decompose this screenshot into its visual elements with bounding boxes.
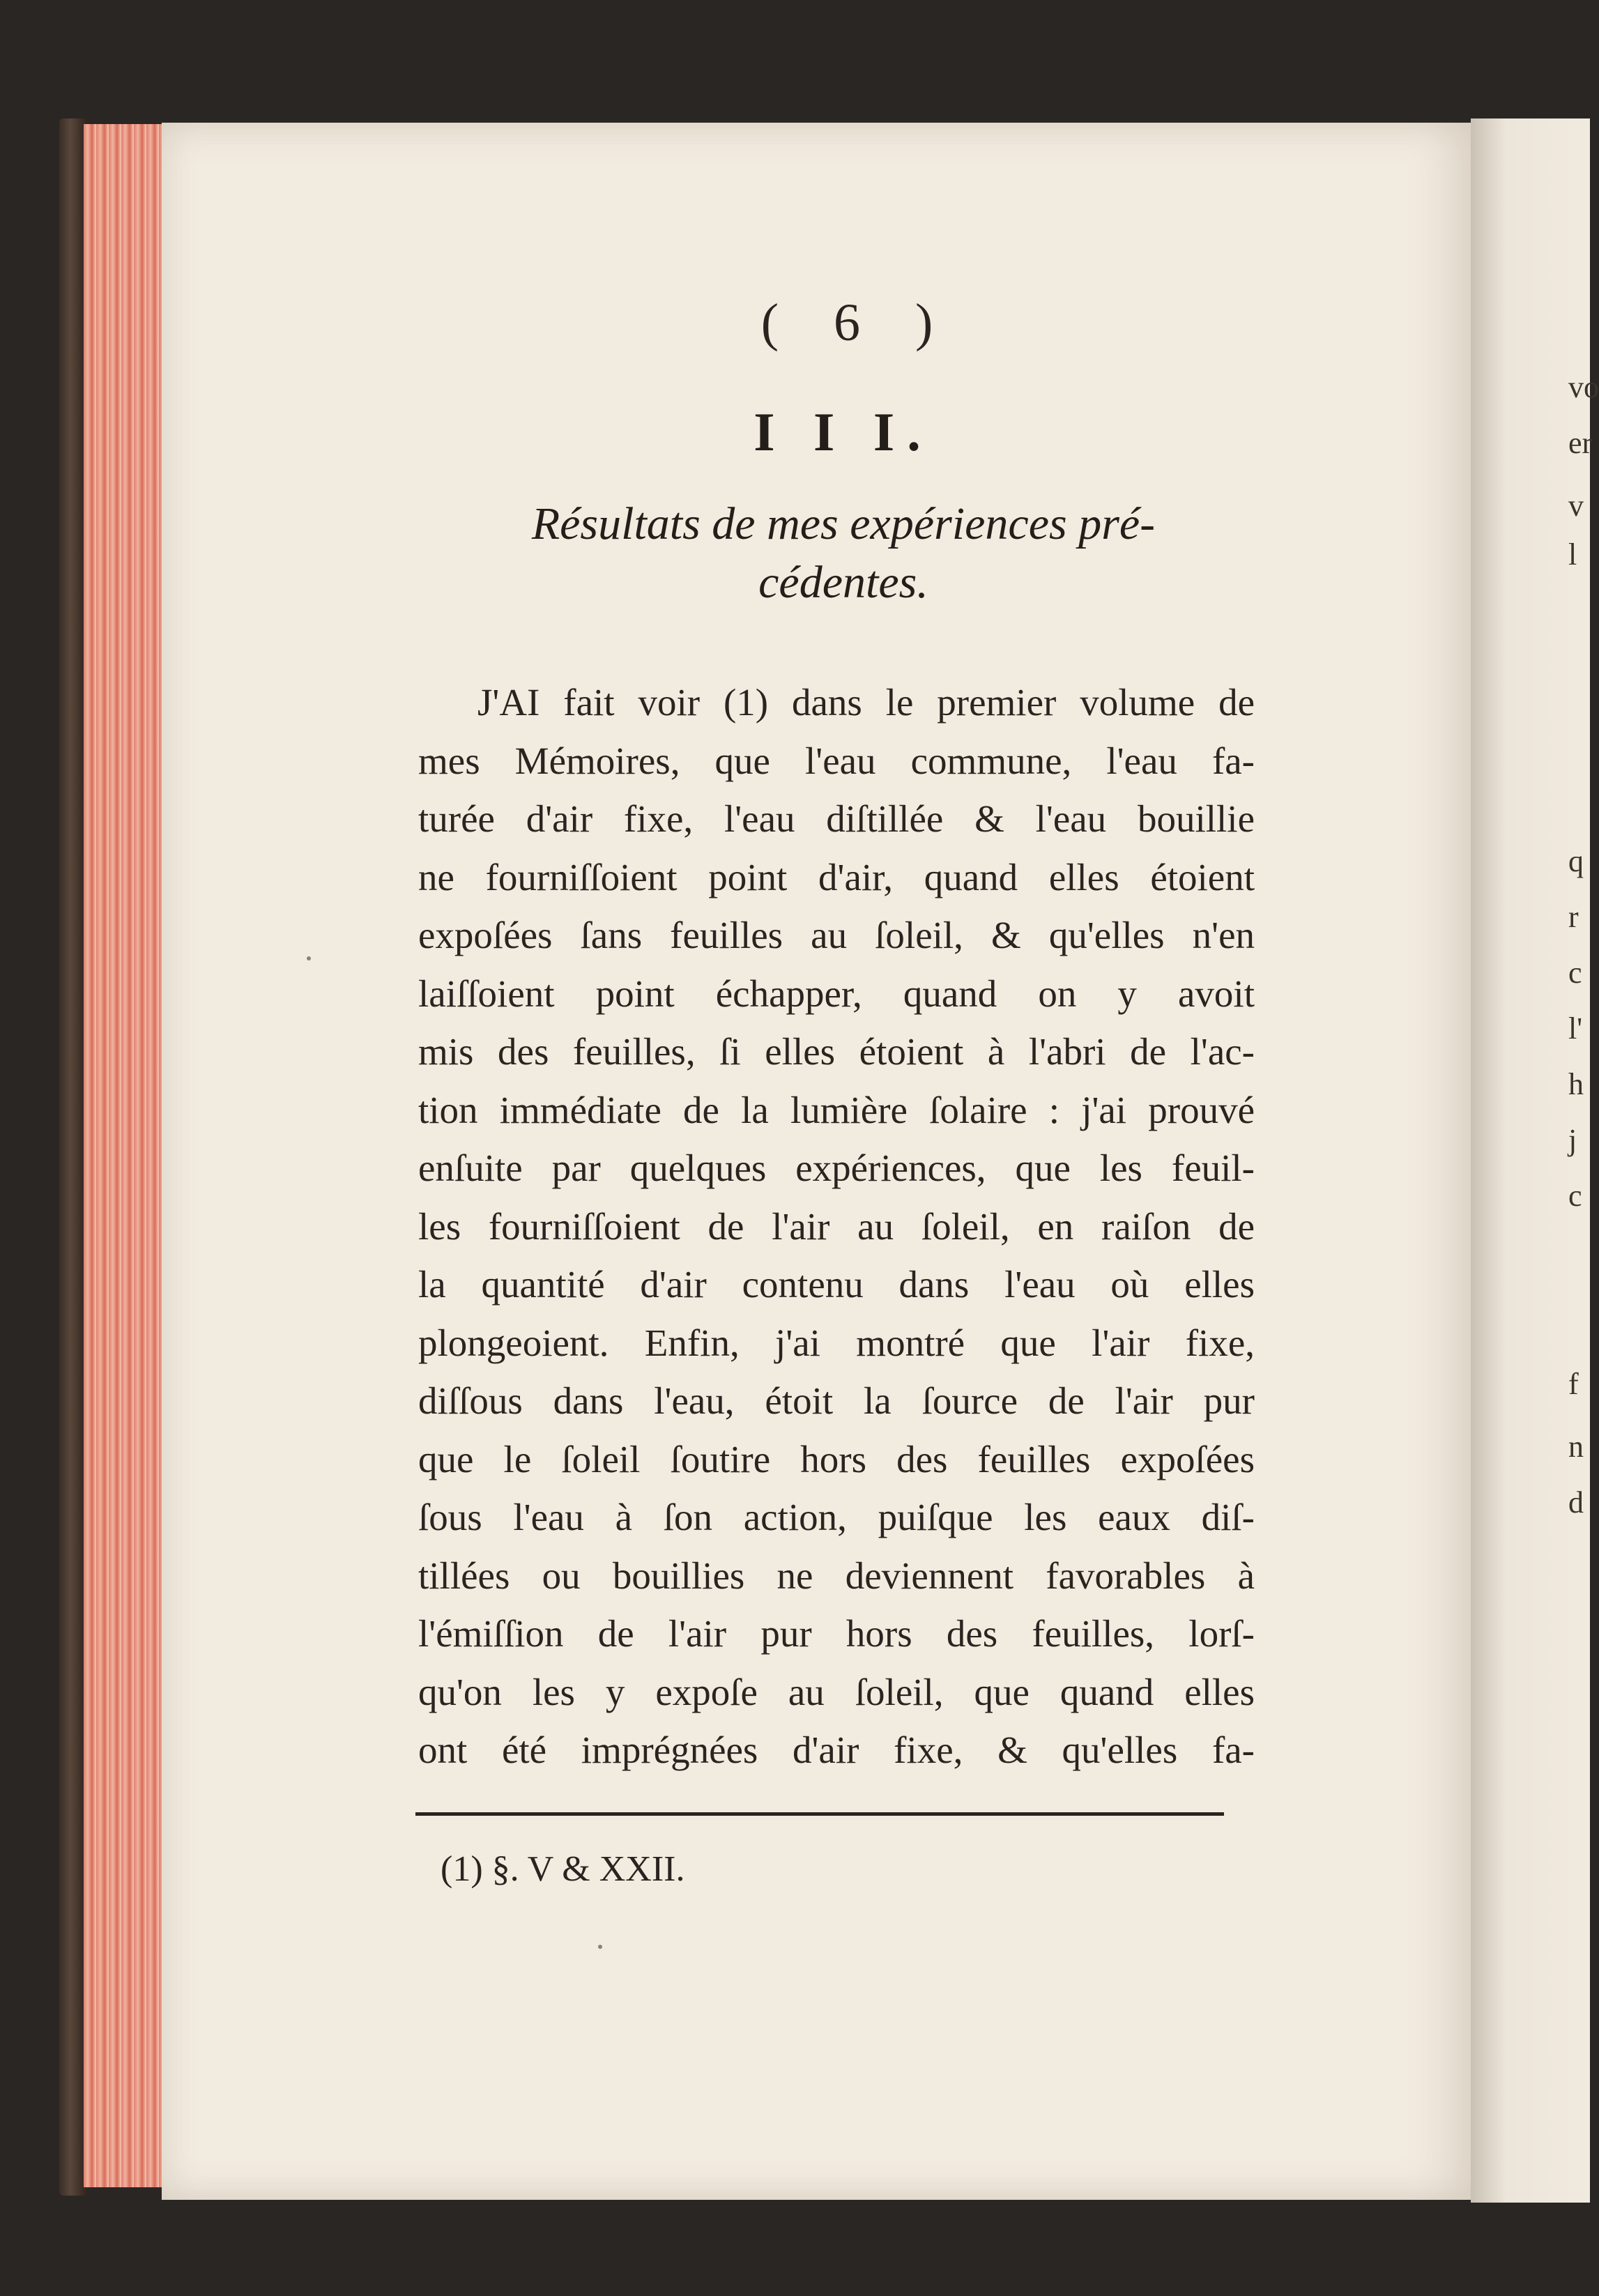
text-line: la quantité d'air contenu dans l'eau où elles: [418, 1263, 1255, 1306]
heading-line: Résultats de mes expériences pré-: [531, 498, 1156, 549]
text-line: laiſſoient point échapper, quand on y avoit: [418, 972, 1255, 1015]
facing-page-letter: h: [1568, 1067, 1584, 1101]
text-line: qu'on les y expoſe au ſoleil, que quand elles: [418, 1670, 1255, 1713]
text-line: les fourniſſoient de l'air au ſoleil, en raiſon de: [418, 1204, 1255, 1248]
text-line: l'émiſſion de l'air pur hors des feuilles, lorſ-: [418, 1612, 1255, 1655]
page-number: ( 6 ): [760, 293, 954, 352]
text-line: turée d'air fixe, l'eau diſtillée & l'eau bouillie: [418, 797, 1255, 840]
text-line: que le ſoleil ſoutire hors des feuilles expoſées: [418, 1437, 1255, 1480]
facing-page-letter: q: [1568, 844, 1584, 878]
facing-page-letter: l: [1568, 537, 1577, 572]
facing-page-letter: d: [1568, 1485, 1584, 1520]
text-line: diſſous dans l'eau, étoit la ſource de l'air pur: [418, 1379, 1255, 1422]
text-line: ſous l'eau à ſon action, puiſque les eaux diſ-: [418, 1496, 1255, 1538]
text-line: tion immédiate de la lumière ſolaire : j'ai prouvé: [418, 1088, 1255, 1131]
facing-page-letter: vo: [1568, 370, 1599, 404]
facing-page-letter: n: [1568, 1430, 1584, 1464]
text-line: mes Mémoires, que l'eau commune, l'eau fa-: [418, 739, 1255, 782]
ink-speck: [307, 956, 311, 961]
body-text: [418, 673, 1255, 1780]
footnote: (1) §. V & XXII.: [441, 1849, 685, 1889]
ink-speck: [598, 1945, 602, 1949]
section-number: I I I.: [753, 401, 933, 462]
text-line: expoſées ſans feuilles au ſoleil, & qu'elles n'en: [418, 914, 1255, 956]
facing-page-letter: f: [1568, 1367, 1579, 1401]
facing-page-letter: l': [1568, 1011, 1583, 1046]
facing-page-letter: c: [1568, 956, 1582, 990]
heading-line: cédentes.: [758, 557, 928, 608]
facing-page-letter: j: [1568, 1123, 1577, 1157]
footnote-rule: [415, 1812, 1224, 1816]
text-line: enſuite par quelques expériences, que les feuil-: [418, 1147, 1255, 1189]
text-line: tillées ou bouillies ne deviennent favorables à: [418, 1554, 1255, 1597]
text-line: ne fourniſſoient point d'air, quand elles étoient: [418, 855, 1255, 898]
text-line: J'AI fait voir (1) dans le premier volume de: [477, 681, 1255, 724]
text-line: plongeoient. Enfin, j'ai montré que l'air fixe,: [418, 1321, 1255, 1364]
facing-page-letter: r: [1568, 900, 1579, 934]
text-line: ont été imprégnées d'air fixe, & qu'elles fa-: [418, 1729, 1255, 1771]
text-line: mis des feuilles, ſi elles étoient à l'abri de l'ac-: [418, 1030, 1255, 1073]
facing-page-letter: er: [1568, 426, 1593, 460]
facing-page-letter: v: [1568, 489, 1584, 523]
page-edges: [84, 124, 166, 2187]
book-spine-edge: [59, 118, 87, 2196]
section-heading: [432, 495, 1255, 612]
facing-page-letter: c: [1568, 1179, 1582, 1213]
